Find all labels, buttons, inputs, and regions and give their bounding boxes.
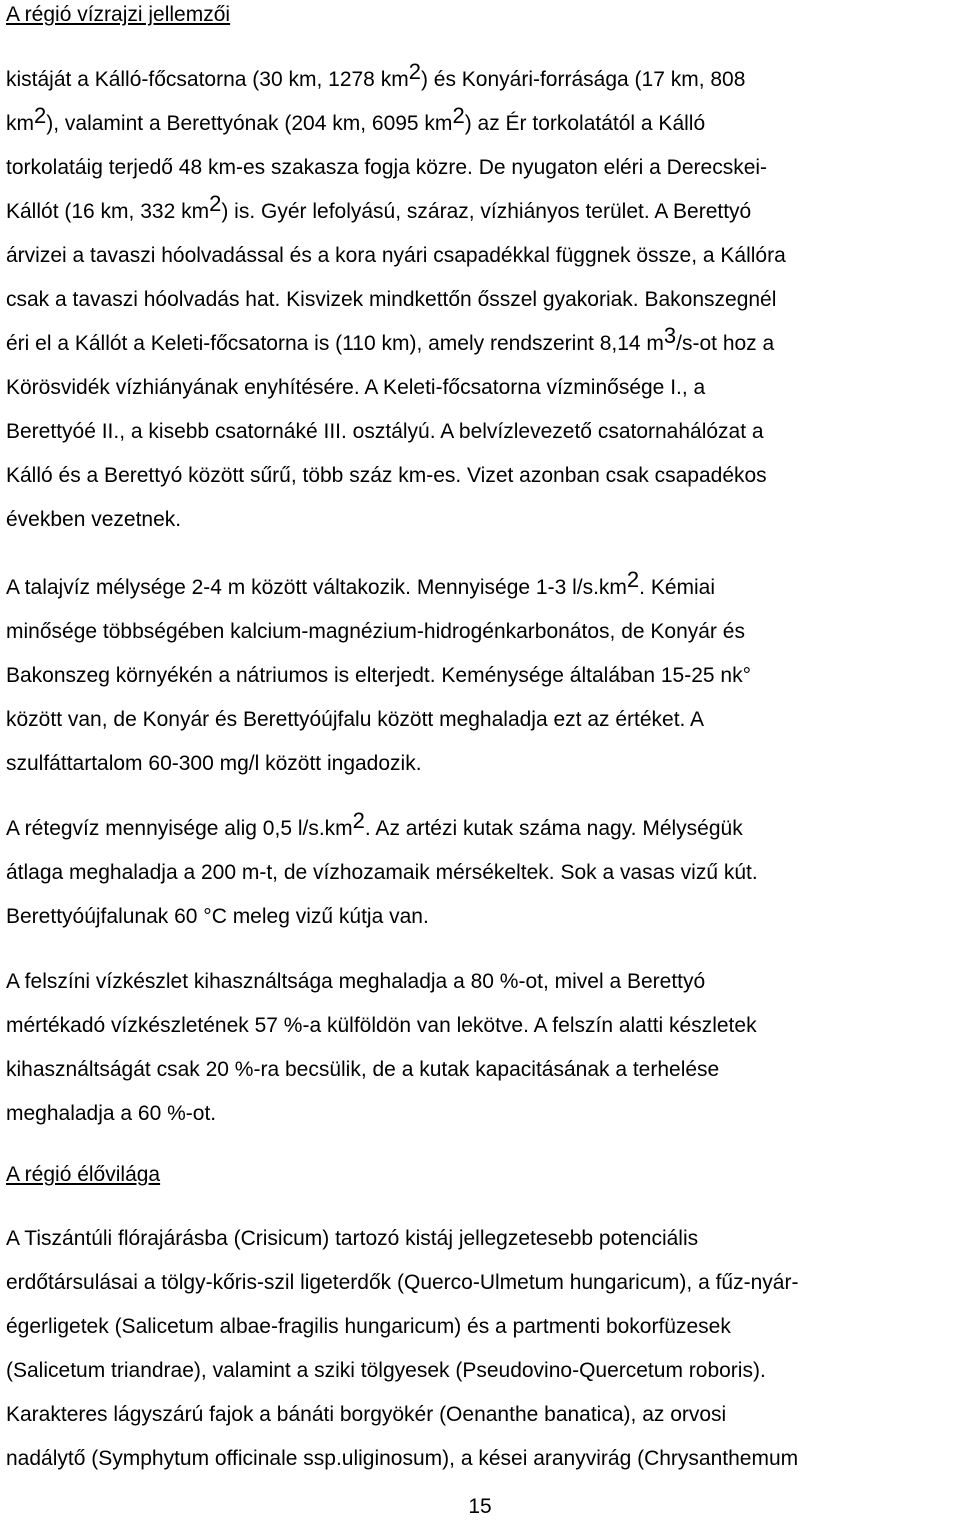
text-line: égerligetek (Salicetum albae-fragilis hungaricum) és a partmenti bokorfüzesek: [6, 1315, 731, 1338]
text-line: [6, 322, 956, 366]
text-run: . Kémiai: [639, 576, 716, 599]
text-line: meghaladja a 60 %-ot.: [6, 1102, 217, 1125]
text-run: /s-ot hoz a: [676, 332, 775, 355]
text-line: árvizei a tavaszi hóolvadással és a kora nyári csapadékkal függnek össze, a Kállóra: [6, 244, 786, 267]
paragraph-groundwater: [6, 566, 956, 786]
text-line: Berettyóújfalunak 60 °C meleg vizű kútja van.: [6, 905, 429, 928]
page-number: 15: [468, 1495, 492, 1518]
superscript: 2: [452, 103, 465, 128]
text-line: mértékadó vízkészletének 57 %-a külföldön van lekötve. A felszín alatti készletek: [6, 1014, 757, 1037]
text-line: kihasználtságát csak 20 %-ra becsülik, de a kutak kapacitásának a terhelése: [6, 1058, 720, 1081]
paragraph-flora: [6, 1217, 956, 1481]
text-run: ) az Ér torkolatától a Kálló: [464, 112, 706, 135]
text-run: ) is. Gyér lefolyású, száraz, vízhiányos terület. A Berettyó: [221, 200, 752, 223]
superscript: 2: [209, 191, 222, 216]
text-line: A Tiszántúli flórajárásba (Crisicum) tartozó kistáj jellegzetesebb potenciális: [6, 1227, 699, 1250]
superscript: 3: [663, 323, 677, 348]
text-line: Bakonszeg környékén a nátriumos is elterjedt. Keménysége általában 15-25 nk°: [6, 664, 751, 687]
superscript: 2: [626, 567, 640, 592]
text-run: ), valamint a Berettyónak (204 km, 6095 km: [46, 112, 453, 135]
paragraph-hydrography: [6, 58, 956, 542]
paragraph-stratum-water: [6, 807, 956, 939]
text-line: Körösvidék vízhiányának enyhítésére. A Keleti-főcsatorna vízminősége I., a: [6, 376, 706, 399]
text-line: Kálló és a Berettyó között sűrű, több száz km-es. Vizet azonban csak csapadékos: [6, 464, 767, 487]
text-run: Kállót (16 km, 332 km: [6, 200, 210, 223]
text-line: [6, 102, 956, 146]
text-run: . Az artézi kutak száma nagy. Mélységük: [364, 817, 743, 840]
text-run: éri el a Kállót a Keleti-főcsatorna is (110 km), amely rendszerint 8,14 m: [6, 332, 664, 355]
paragraph-water-utilization: [6, 960, 956, 1136]
text-line: Karakteres lágyszárú fajok a bánáti borgyökér (Oenanthe banatica), az orvosi: [6, 1403, 727, 1426]
text-run: A talajvíz mélysége 2-4 m között váltakozik. Mennyisége 1-3 l/s.km: [6, 576, 627, 599]
text-line: Berettyóé II., a kisebb csatornáké III. osztályú. A belvízlevezető csatornahálózat a: [6, 420, 764, 443]
section-heading-hydrography: A régió vízrajzi jellemzői: [6, 3, 231, 26]
text-line: torkolatáig terjedő 48 km-es szakasza fogja közre. De nyugaton eléri a Derecskei-: [6, 156, 768, 179]
text-line: átlaga meghaladja a 200 m-t, de vízhozamaik mérsékeltek. Sok a vasas vizű kút.: [6, 861, 758, 884]
text-run: km: [6, 112, 34, 135]
document-page: [6, 0, 956, 1481]
superscript: 2: [408, 59, 421, 84]
text-line: [6, 58, 956, 102]
text-line: között van, de Konyár és Berettyóújfalu között meghaladja ezt az értéket. A: [6, 708, 705, 731]
superscript: 2: [352, 808, 365, 833]
text-line: szulfáttartalom 60-300 mg/l között ingadozik.: [6, 752, 422, 775]
text-line: években vezetnek.: [6, 508, 182, 531]
text-line: nadálytő (Symphytum officinale ssp.uliginosum), a kései aranyvirág (Chrysanthemum: [6, 1447, 799, 1470]
text-line: minősége többségében kalcium-magnézium-hidrogénkarbonátos, de Konyár és: [6, 620, 745, 643]
text-line: (Salicetum triandrae), valamint a sziki tölgyesek (Pseudovino-Quercetum roboris).: [6, 1359, 766, 1382]
text-run: kistáját a Kálló-főcsatorna (30 km, 1278 km: [6, 68, 409, 91]
text-line: [6, 566, 956, 610]
text-run: A rétegvíz mennyisége alig 0,5 l/s.km: [6, 817, 353, 840]
text-line: [6, 190, 956, 234]
section-heading-wildlife: A régió élővilága: [6, 1163, 161, 1186]
text-run: ) és Konyári-forrásága (17 km, 808: [420, 68, 746, 91]
text-line: [6, 807, 956, 851]
text-line: erdőtársulásai a tölgy-kőris-szil ligeterdők (Querco-Ulmetum hungaricum), a fűz-nyár-: [6, 1271, 799, 1294]
text-line: A felszíni vízkészlet kihasználtsága meghaladja a 80 %-ot, mivel a Berettyó: [6, 970, 706, 993]
superscript: 2: [34, 103, 47, 128]
text-line: csak a tavaszi hóolvadás hat. Kisvizek mindkettőn ősszel gyakoriak. Bakonszegnél: [6, 288, 777, 311]
